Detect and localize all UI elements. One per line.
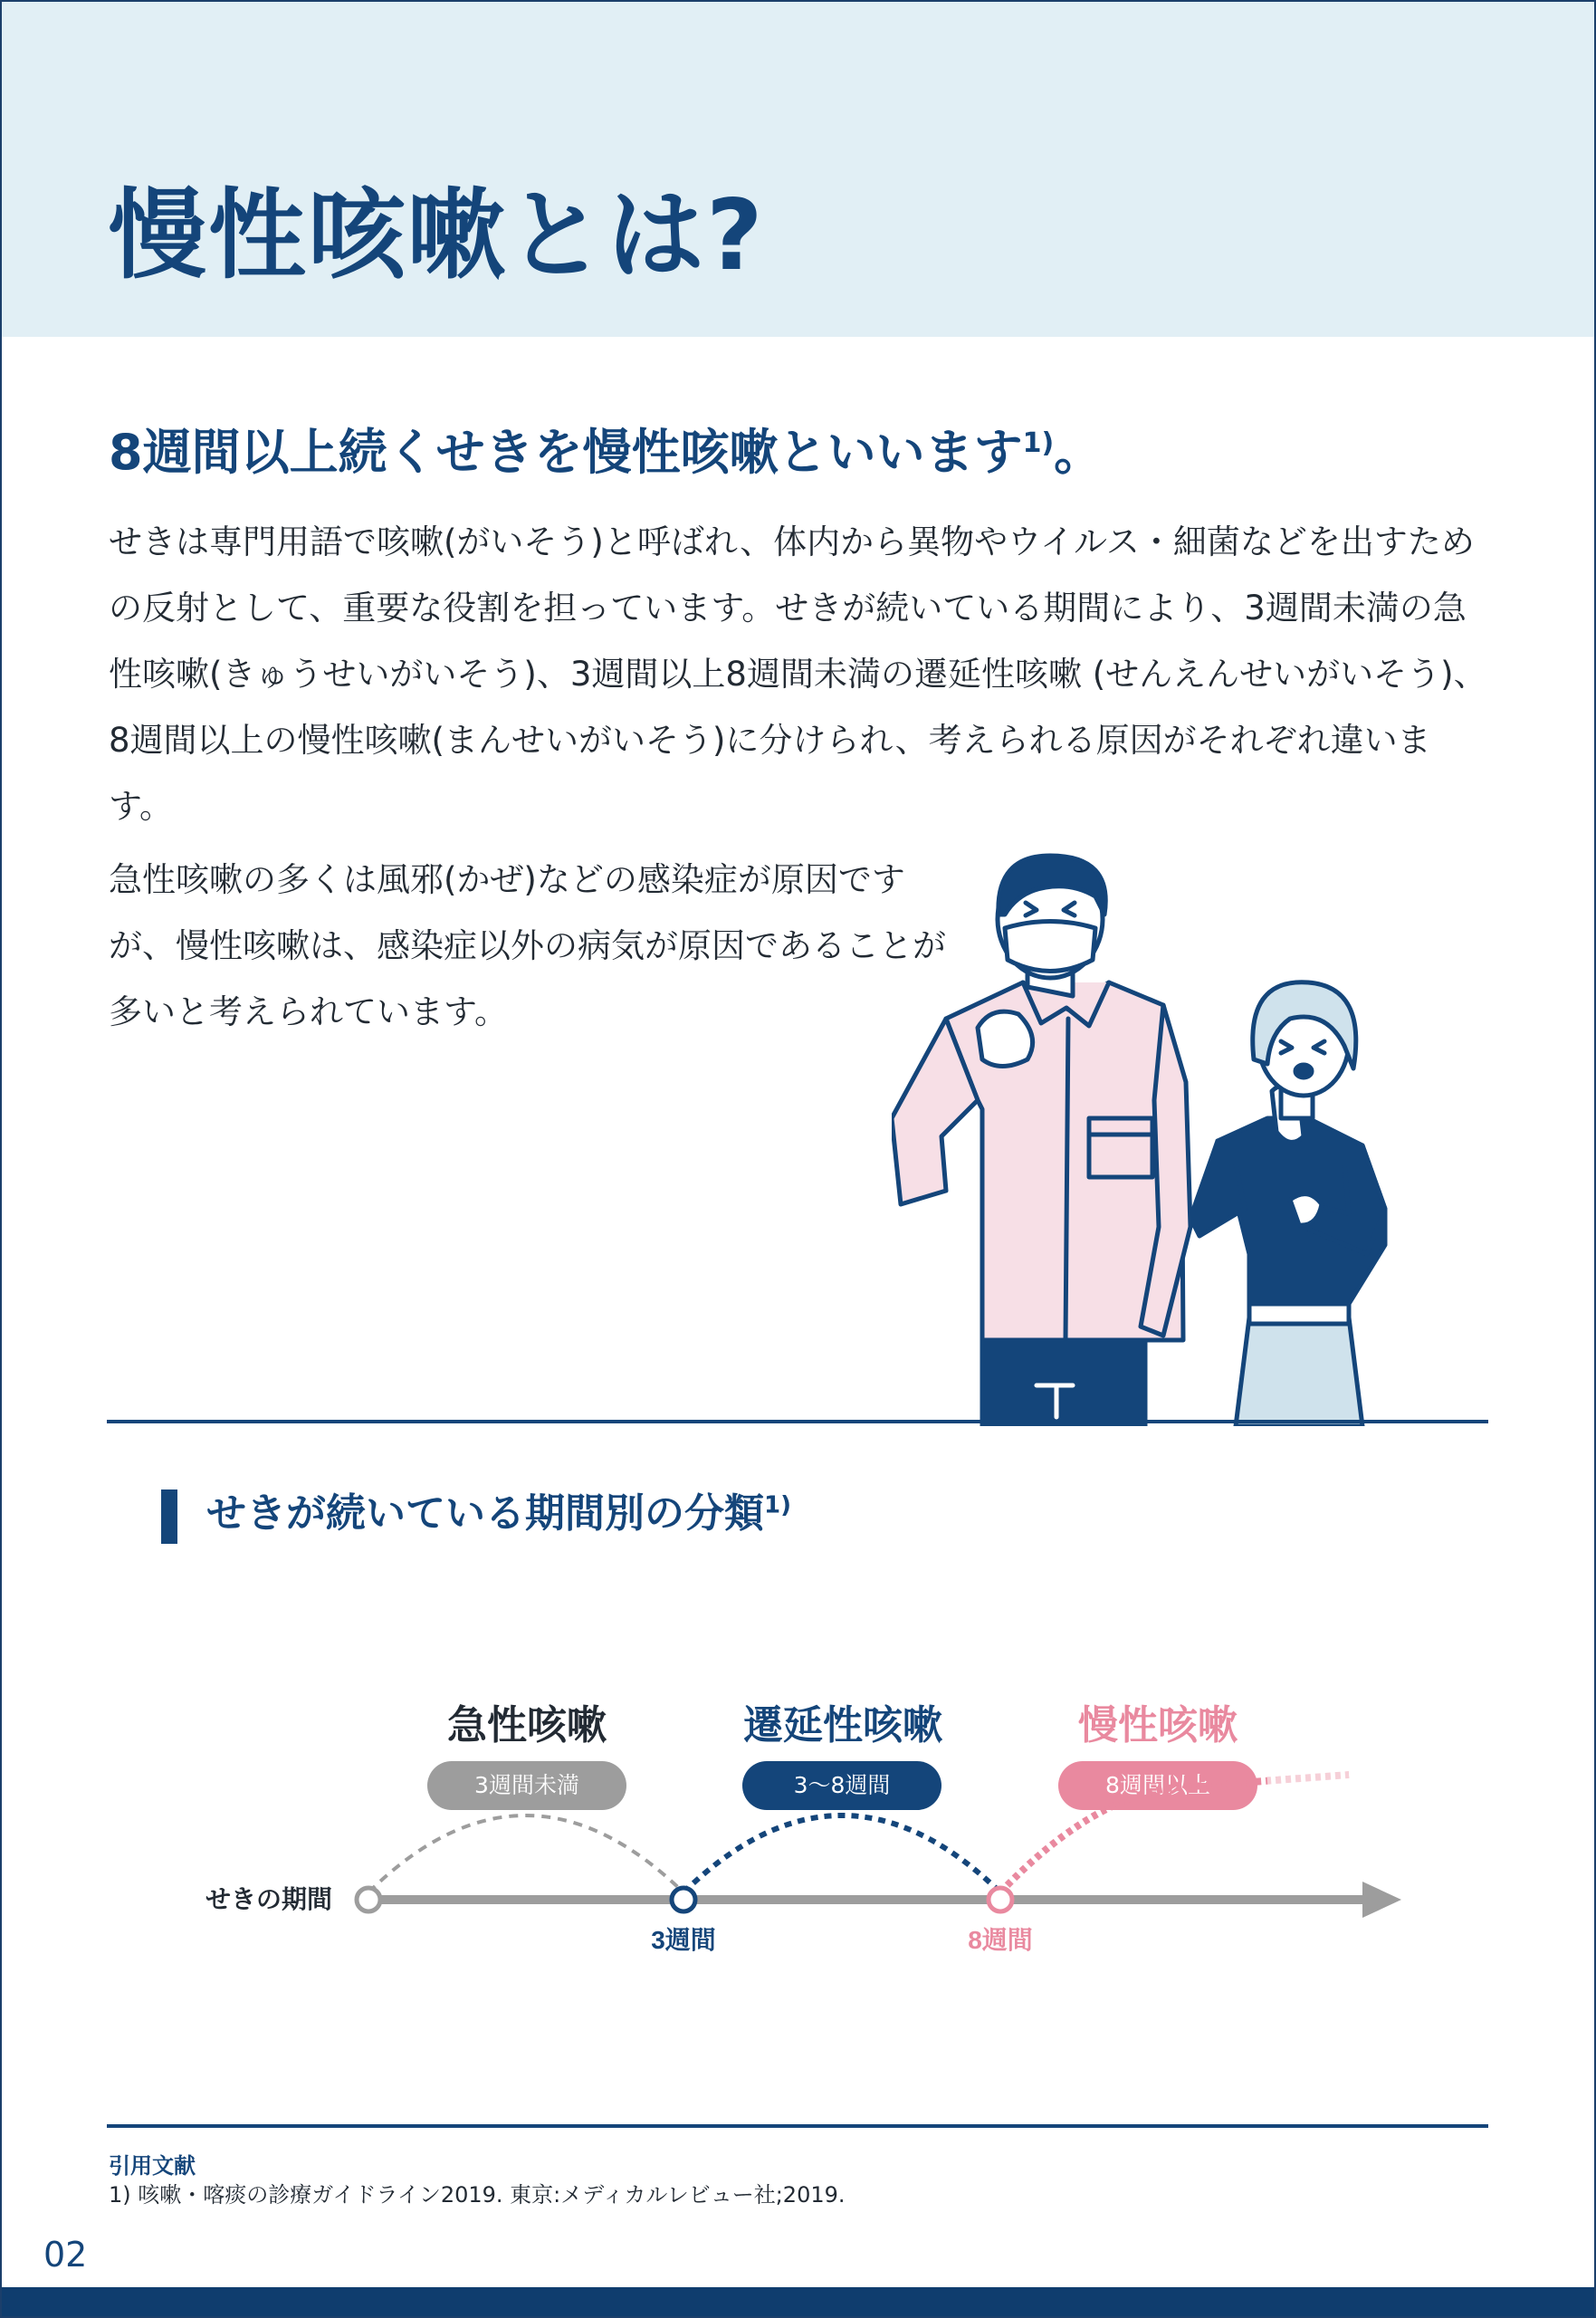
category-pill-acute: 3週間未満 bbox=[427, 1761, 626, 1810]
classification-heading-ref: 1) bbox=[764, 1491, 791, 1519]
classification-heading-text: せきが続いている期間別の分類 bbox=[206, 1490, 764, 1537]
cough-duration-timeline bbox=[181, 1748, 1448, 1956]
man-hand bbox=[978, 1011, 1033, 1066]
intro-subtitle-text: 8週間以上続くせきを慢性咳嗽といいます bbox=[109, 424, 1023, 481]
page-number: 02 bbox=[43, 2235, 88, 2275]
classification-heading bbox=[206, 1488, 791, 1539]
intro-subtitle bbox=[109, 424, 1103, 483]
references-heading: 引用文献 bbox=[109, 2153, 196, 2179]
intro-paragraph-1: せきは専門用語で咳嗽(がいそう)と呼ばれ、体内から異物やウイルス・細菌などを出すための反射として、重要な役割を担っています。せきが続いている期間により、3週間未満の急性咳嗽(きゅうせいがいそう)、3週間以上8週間未満の遷延性咳嗽 (せんえんせいがいそう)、8週間以上の慢性咳嗽(まんせいがいそう)に分けられ、考えられる原因がそれぞれ違います。 bbox=[109, 522, 1487, 826]
man-mask bbox=[1005, 922, 1095, 972]
section-divider-top bbox=[107, 1420, 1488, 1423]
category-name-prolonged: 遷延性咳嗽 bbox=[743, 1702, 942, 1748]
intro-subtitle-ref: 1) bbox=[1022, 427, 1055, 459]
intro-paragraph-2: 急性咳嗽の多くは風邪(かぜ)などの感染症が原因ですが、慢性咳嗽は、感染症以外の病気が原因であることが多いと考えられています。 bbox=[109, 860, 946, 1031]
marker-3-weeks-label: 3週間 bbox=[651, 1926, 716, 1954]
reference-item: 1) 咳嗽・喀痰の診療ガイドライン2019. 東京:メディカルレビュー社;2019. bbox=[109, 2182, 846, 2208]
coughing-people-illustration bbox=[892, 847, 1489, 1426]
woman-pants bbox=[1236, 1317, 1362, 1426]
category-pill-chronic: 8週間以上 bbox=[1058, 1761, 1257, 1810]
page-title: 慢性咳嗽とは? bbox=[109, 179, 765, 292]
timeline-arrowhead bbox=[1362, 1882, 1401, 1918]
arc-acute bbox=[368, 1815, 683, 1892]
arc-chronic bbox=[1000, 1775, 1349, 1892]
marker-3-weeks bbox=[672, 1888, 695, 1911]
category-name-chronic: 慢性咳嗽 bbox=[1078, 1702, 1238, 1748]
timeline-start-marker bbox=[357, 1888, 380, 1911]
category-name-acute: 急性咳嗽 bbox=[447, 1702, 607, 1748]
footer-band bbox=[0, 2287, 1596, 2318]
marker-8-weeks bbox=[989, 1888, 1012, 1911]
marker-8-weeks-label: 8週間 bbox=[968, 1926, 1033, 1954]
section-heading-bar bbox=[161, 1489, 177, 1544]
intro-subtitle-end: 。 bbox=[1054, 424, 1104, 481]
category-pill-prolonged: 3～8週間 bbox=[742, 1761, 941, 1810]
timeline-axis-label: せきの期間 bbox=[205, 1885, 332, 1913]
section-divider-bottom bbox=[107, 2124, 1488, 2128]
arc-prolonged bbox=[683, 1815, 1000, 1892]
